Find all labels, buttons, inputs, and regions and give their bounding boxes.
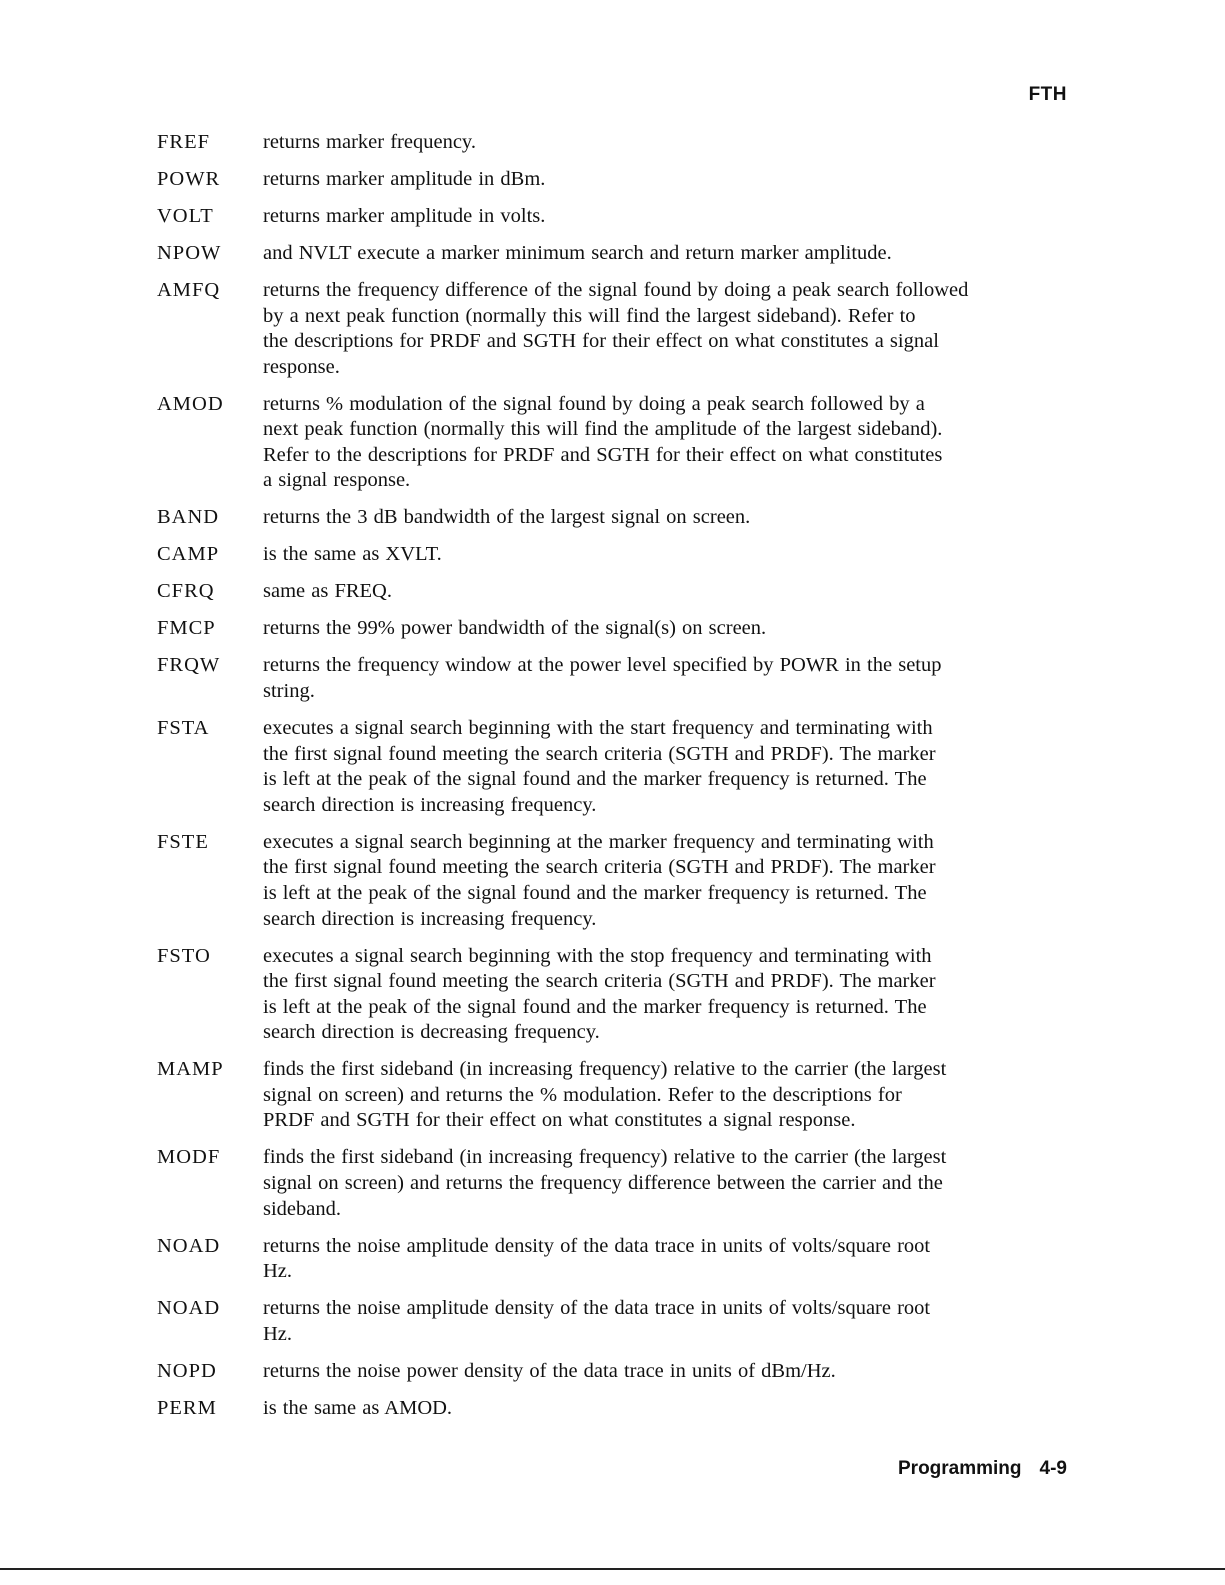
definition-line: the first signal found meeting the search criteria (SGTH and PRDF). The marker	[263, 970, 936, 993]
definition-line: signal on screen) and returns the frequency difference between the carrier and the	[263, 1172, 943, 1195]
definition-text	[263, 505, 1069, 531]
definition-text	[263, 130, 1069, 156]
definition-term: BAND	[157, 506, 220, 529]
definition-line: the descriptions for PRDF and SGTH for their effect on what constitutes a signal	[263, 330, 939, 353]
definition-list	[157, 130, 1069, 1433]
definition-line: by a next peak function (normally this will find the largest sideband). Refer to	[263, 304, 916, 327]
definition-line: returns the 3 dB bandwidth of the largest signal on screen.	[263, 506, 751, 529]
definition-line: signal on screen) and returns the % modulation. Refer to the descriptions for	[263, 1083, 902, 1106]
definition-text	[263, 278, 1069, 380]
definition-line: a signal response.	[263, 469, 411, 492]
page-footer	[898, 1458, 1067, 1480]
definition-line: search direction is decreasing frequency.	[263, 1021, 600, 1044]
definition-line: returns the noise amplitude density of the data trace in units of volts/square root	[263, 1297, 931, 1320]
definition-line: is left at the peak of the signal found and the marker frequency is returned. The	[263, 768, 927, 791]
definition-entry	[157, 1057, 1069, 1134]
definition-text	[263, 830, 1069, 932]
definition-line: search direction is increasing frequency.	[263, 793, 597, 816]
definition-text	[263, 1396, 1069, 1422]
definition-term: AMFQ	[157, 278, 221, 301]
definition-term: NOAD	[157, 1297, 221, 1320]
page-number: 4-9	[1039, 1458, 1067, 1479]
definition-line: finds the first sideband (in increasing frequency) relative to the carrier (the largest	[263, 1058, 947, 1081]
definition-term: PERM	[157, 1396, 217, 1419]
definition-text	[263, 579, 1069, 605]
definition-line: is left at the peak of the signal found and the marker frequency is returned. The	[263, 995, 927, 1018]
definition-term: VOLT	[157, 204, 214, 227]
definition-line: next peak function (normally this will find the amplitude of the largest sideband).	[263, 418, 943, 441]
definition-text	[263, 392, 1069, 494]
definition-entry	[157, 505, 1069, 531]
definition-line: returns the noise amplitude density of the data trace in units of volts/square root	[263, 1234, 931, 1257]
definition-entry	[157, 830, 1069, 932]
definition-entry	[157, 392, 1069, 494]
definition-term: CAMP	[157, 543, 220, 566]
definition-entry	[157, 1234, 1069, 1285]
definition-line: returns the frequency difference of the signal found by doing a peak search followed	[263, 278, 969, 301]
definition-line: is the same as XVLT.	[263, 543, 442, 566]
definition-text	[263, 1234, 1069, 1285]
definition-entry	[157, 204, 1069, 230]
definition-entry	[157, 241, 1069, 267]
definition-entry	[157, 1359, 1069, 1385]
definition-line: and NVLT execute a marker minimum search and return marker amplitude.	[263, 241, 892, 264]
definition-text	[263, 241, 1069, 267]
definition-line: Refer to the descriptions for PRDF and SGTH for their effect on what constitutes	[263, 443, 943, 466]
definition-term: NOPD	[157, 1359, 217, 1382]
definition-text	[263, 1145, 1069, 1222]
definition-term: FRQW	[157, 654, 221, 677]
definition-line: executes a signal search beginning with the start frequency and terminating with	[263, 716, 933, 739]
definition-line: returns % modulation of the signal found by doing a peak search followed by a	[263, 392, 925, 415]
definition-term: FSTA	[157, 716, 210, 739]
definition-line: returns marker frequency.	[263, 131, 476, 153]
definition-entry	[157, 542, 1069, 568]
definition-line: search direction is increasing frequency.	[263, 907, 597, 930]
definition-line: is the same as AMOD.	[263, 1396, 453, 1419]
definition-line: executes a signal search beginning at the marker frequency and terminating with	[263, 830, 934, 853]
definition-line: same as FREQ.	[263, 580, 392, 603]
definition-line: is left at the peak of the signal found and the marker frequency is returned. The	[263, 881, 927, 904]
definition-term: MAMP	[157, 1058, 224, 1081]
definition-entry	[157, 1145, 1069, 1222]
definition-text	[263, 653, 1069, 704]
definition-entry	[157, 579, 1069, 605]
definition-entry	[157, 1296, 1069, 1347]
definition-line: Hz.	[263, 1322, 293, 1345]
definition-entry	[157, 716, 1069, 818]
footer-section-title: Programming	[898, 1458, 1022, 1479]
definition-text	[263, 1057, 1069, 1134]
definition-entry	[157, 278, 1069, 380]
definition-entry	[157, 167, 1069, 193]
definition-line: Hz.	[263, 1260, 293, 1283]
definition-line: returns the frequency window at the power level specified by POWR in the setup	[263, 654, 942, 677]
definition-term: MODF	[157, 1146, 221, 1169]
running-header: FTH	[1028, 84, 1067, 105]
definition-line: returns the 99% power bandwidth of the signal(s) on screen.	[263, 617, 767, 640]
definition-line: string.	[263, 680, 315, 702]
definition-term: AMOD	[157, 392, 224, 415]
definition-entry	[157, 653, 1069, 704]
definition-line: the first signal found meeting the search criteria (SGTH and PRDF). The marker	[263, 856, 936, 879]
definition-line: the first signal found meeting the search criteria (SGTH and PRDF). The marker	[263, 742, 936, 765]
definition-text	[263, 716, 1069, 818]
definition-text	[263, 167, 1069, 193]
definition-text	[263, 204, 1069, 230]
definition-text	[263, 1296, 1069, 1347]
definition-term: NPOW	[157, 241, 222, 264]
definition-line: executes a signal search beginning with the stop frequency and terminating with	[263, 944, 932, 967]
definition-term: FSTO	[157, 944, 211, 967]
definition-line: returns the noise power density of the data trace in units of dBm/Hz.	[263, 1359, 836, 1382]
definition-text	[263, 1359, 1069, 1385]
definition-line: returns marker amplitude in dBm.	[263, 167, 546, 190]
definition-line: finds the first sideband (in increasing frequency) relative to the carrier (the largest	[263, 1146, 947, 1169]
definition-term: FSTE	[157, 830, 209, 853]
bottom-rule	[0, 1568, 1225, 1570]
definition-entry	[157, 1396, 1069, 1422]
definition-text	[263, 616, 1069, 642]
definition-line: response.	[263, 355, 340, 378]
definition-text	[263, 542, 1069, 568]
definition-entry	[157, 616, 1069, 642]
definition-line: returns marker amplitude in volts.	[263, 204, 546, 227]
definition-term: CFRQ	[157, 580, 215, 603]
definition-entry	[157, 130, 1069, 156]
definition-line: PRDF and SGTH for their effect on what constitutes a signal response.	[263, 1109, 856, 1132]
definition-line: sideband.	[263, 1197, 341, 1220]
definition-entry	[157, 944, 1069, 1046]
definition-term: POWR	[157, 167, 221, 190]
definition-term: FREF	[157, 131, 210, 153]
definition-term: FMCP	[157, 617, 216, 640]
definition-term: NOAD	[157, 1234, 221, 1257]
definition-text	[263, 944, 1069, 1046]
